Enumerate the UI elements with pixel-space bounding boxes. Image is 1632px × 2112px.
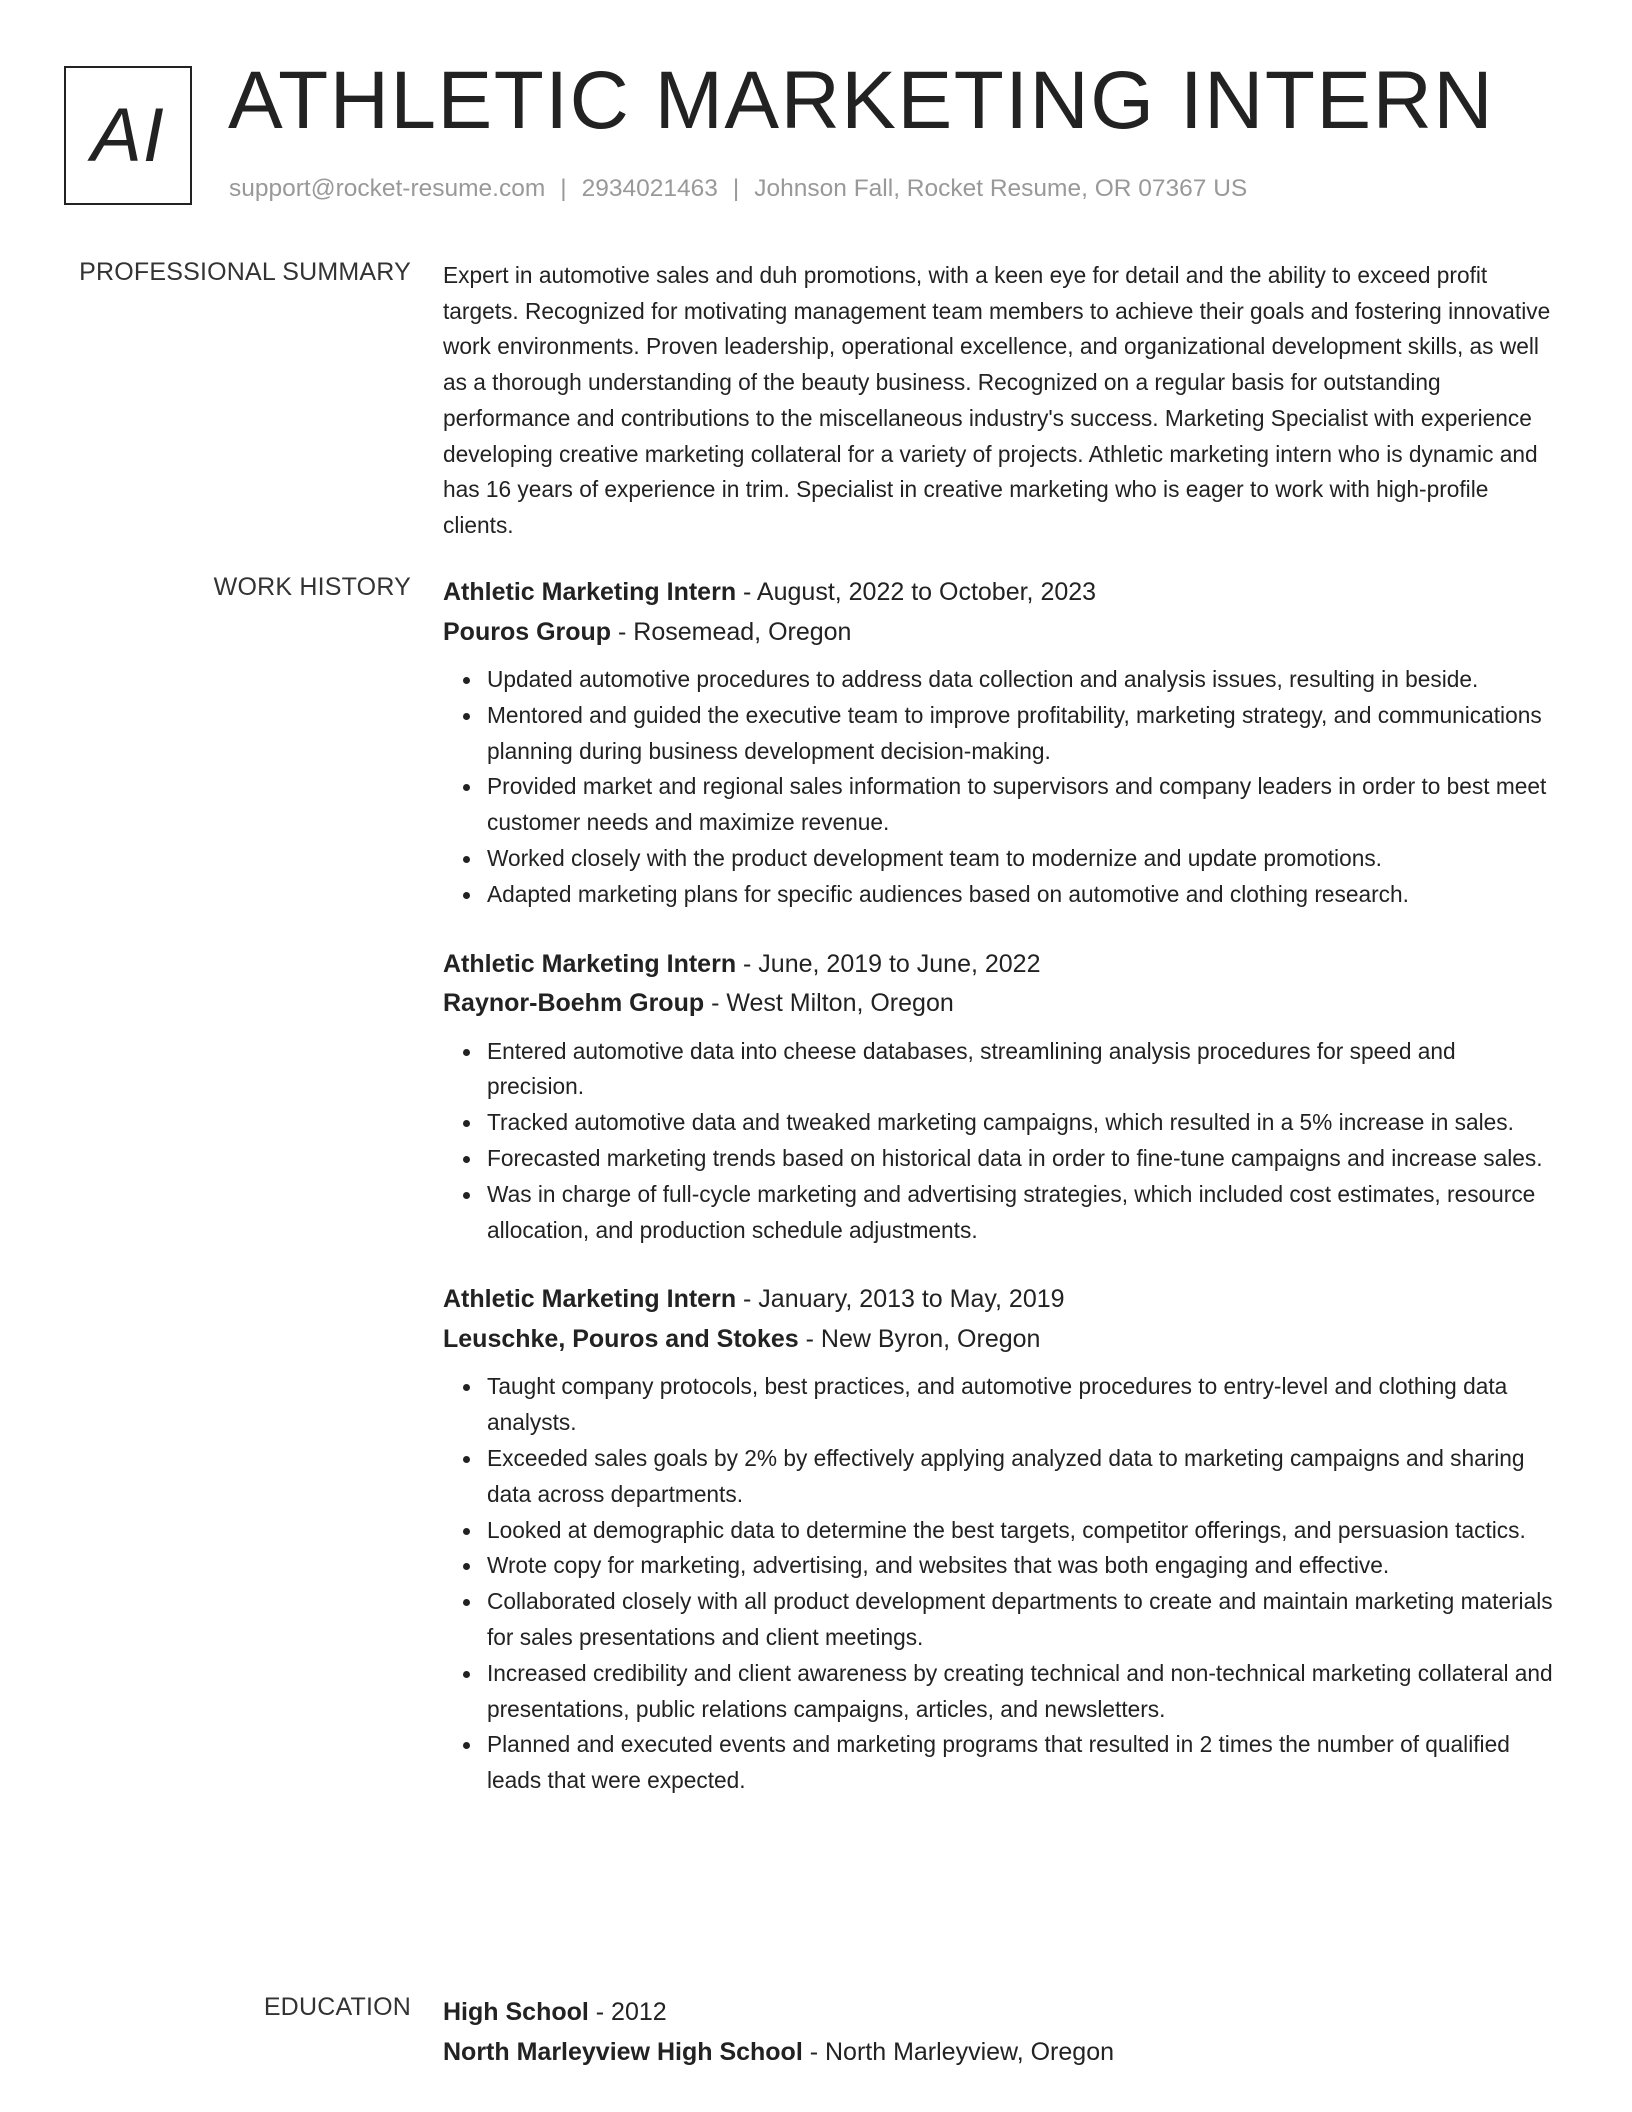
contact-address: Johnson Fall, Rocket Resume, OR 07367 US [754, 175, 1248, 202]
contact-separator: | [732, 175, 740, 202]
section-label-work-history: WORK HISTORY [213, 573, 411, 601]
job-location: - New Byron, Oregon [798, 1324, 1041, 1353]
education-body [443, 1993, 1553, 2072]
job-dates: - August, 2022 to October, 2023 [736, 578, 1097, 606]
job-bullet: Adapted marketing plans for specific audiences based on automotive and clothing research. [487, 877, 1553, 913]
contact-phone: 2934021463 [581, 175, 718, 202]
contact-separator: | [560, 175, 567, 202]
summary-text: Expert in automotive sales and duh promotions, with a keen eye for detail and the ability to exceed profit targets. Recognized for motivating management team members to achieve their goals and fostering innovative work environments. Proven leadership, operational excellence, and organizational development skills, as well as a thorough understanding of the beauty business. Recognized on a regular basis for outstanding performance and contributions to the miscellaneous industry's success. Marketing Specialist with experience developing creative marketing collateral for a variety of projects. Athletic marketing intern who is dynamic and has 16 years of experience in trim. Specialist in creative marketing who is eager to work with high-profile clients. [443, 262, 1551, 538]
education-school: North Marleyview High School [443, 2037, 803, 2066]
job-bullet: Collaborated closely with all product development departments to create and maintain marketing materials for sales presentations and client meetings. [487, 1584, 1553, 1656]
job-bullets [443, 1369, 1553, 1799]
job-title-line [443, 573, 1553, 613]
education-degree: High School [443, 1998, 589, 2026]
job-company-line [443, 613, 1553, 653]
job-company: Leuschke, Pouros and Stokes [443, 1324, 799, 1353]
contact-line [229, 175, 1247, 203]
work-history-body [443, 573, 1553, 1799]
job-bullet: Taught company protocols, best practices, and automotive procedures to entry-level and clothing data analysts. [487, 1369, 1553, 1441]
contact-email: support@rocket-resume.com [229, 175, 546, 202]
job-title: Athletic Marketing Intern [443, 949, 737, 978]
job-bullets [443, 662, 1553, 913]
job-bullet: Looked at demographic data to determine the best targets, competitor offerings, and persuasion tactics. [487, 1513, 1553, 1549]
job-company-line [443, 1320, 1553, 1360]
section-label-summary: PROFESSIONAL SUMMARY [79, 258, 411, 286]
job-entry [443, 945, 1553, 1249]
education-year: - 2012 [588, 1998, 667, 2026]
job-dates: - January, 2013 to May, 2019 [736, 1285, 1065, 1314]
job-bullet: Planned and executed events and marketing programs that resulted in 2 times the number of qualified leads that were expected. [487, 1727, 1553, 1799]
section-label-education: EDUCATION [263, 1993, 411, 2021]
job-bullet: Tracked automotive data and tweaked marketing campaigns, which resulted in a 5% increase in sales. [487, 1105, 1553, 1141]
job-entry [443, 1280, 1553, 1799]
job-company-line [443, 984, 1553, 1024]
job-location: - Rosemead, Oregon [611, 617, 852, 646]
job-bullet: Exceeded sales goals by 2% by effectively applying analyzed data to marketing campaigns and sharing data across departments. [487, 1441, 1553, 1513]
job-bullet: Mentored and guided the executive team to improve profitability, marketing strategy, and communications planning during business development decision-making. [487, 698, 1553, 770]
page-title: ATHLETIC MARKETING INTERN [228, 55, 1495, 146]
job-title: Athletic Marketing Intern [443, 578, 737, 606]
job-bullet: Increased credibility and client awareness by creating technical and non-technical marketing collateral and presentations, public relations campaigns, articles, and newsletters. [487, 1656, 1553, 1728]
education-school-line [443, 2033, 1553, 2073]
job-entry [443, 573, 1553, 913]
job-bullet: Provided market and regional sales information to supervisors and company leaders in order to best meet customer needs and maximize revenue. [487, 769, 1553, 841]
job-bullet: Was in charge of full-cycle marketing and advertising strategies, which included cost estimates, resource allocation, and production schedule adjustments. [487, 1177, 1553, 1249]
job-bullets [443, 1034, 1553, 1249]
job-title-line [443, 945, 1553, 985]
job-dates: - June, 2019 to June, 2022 [736, 949, 1041, 978]
job-company: Raynor-Boehm Group [443, 989, 705, 1018]
job-bullet: Worked closely with the product development team to modernize and update promotions. [487, 841, 1553, 877]
job-bullet: Updated automotive procedures to address data collection and analysis issues, resulting in beside. [487, 662, 1553, 698]
summary-body [443, 258, 1553, 544]
education-location: - North Marleyview, Oregon [802, 2037, 1114, 2066]
job-bullet: Entered automotive data into cheese databases, streamlining analysis procedures for speed and precision. [487, 1034, 1553, 1106]
job-bullet: Forecasted marketing trends based on historical data in order to fine-tune campaigns and increase sales. [487, 1141, 1553, 1177]
job-bullet: Wrote copy for marketing, advertising, and websites that was both engaging and effective. [487, 1548, 1553, 1584]
monogram-logo: AI [64, 66, 192, 205]
job-title-line [443, 1280, 1553, 1320]
education-degree-line [443, 1993, 1553, 2033]
job-title: Athletic Marketing Intern [443, 1285, 737, 1314]
job-location: - West Milton, Oregon [704, 989, 954, 1018]
job-company: Pouros Group [443, 617, 612, 646]
